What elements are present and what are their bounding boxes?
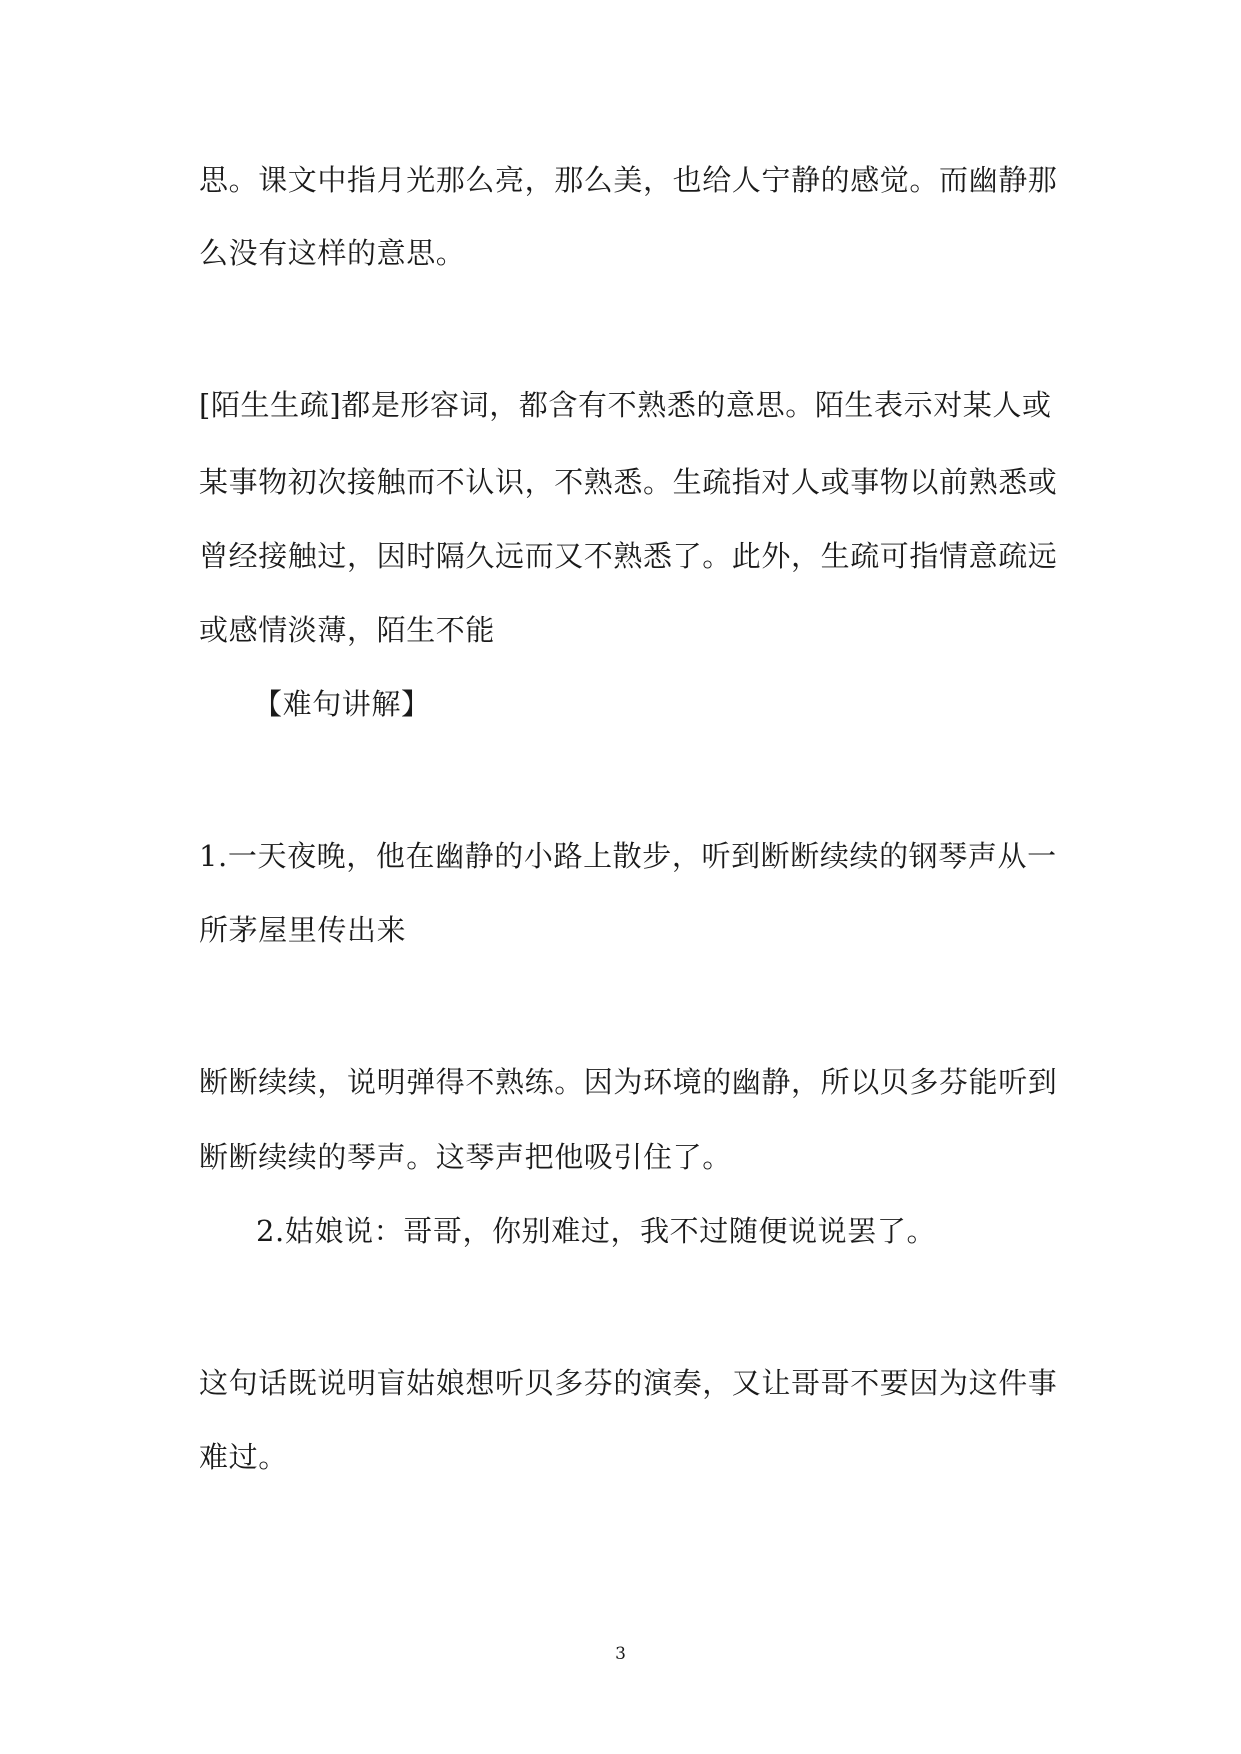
page-number: 3 [615, 1644, 626, 1664]
section-heading: 【难句讲解】 [253, 687, 431, 721]
paragraph-line: 某事物初次接触而不认识，不熟悉。生疏指对人或事物以前熟悉或 [199, 465, 1058, 499]
paragraph-line: [陌生生疏]都是形容词，都含有不熟悉的意思。陌生表示对某人或 [199, 388, 1052, 422]
explanation-line: 这句话既说明盲姑娘想听贝多芬的演奏，又让哥哥不要因为这件事 [199, 1366, 1058, 1400]
explanation-line: 难过。 [199, 1440, 288, 1474]
paragraph-line: 曾经接触过，因时隔久远而又不熟悉了。此外，生疏可指情意疏远 [199, 539, 1058, 573]
sentence-item: 1.一天夜晚，他在幽静的小路上散步，听到断断续续的钢琴声从一 [199, 839, 1057, 873]
sentence-item: 2.姑娘说：哥哥，你别难过，我不过随便说说罢了。 [256, 1214, 937, 1248]
paragraph-line: 思。课文中指月光那么亮，那么美，也给人宁静的感觉。而幽静那 [199, 163, 1058, 197]
sentence-item: 所茅屋里传出来 [199, 913, 407, 947]
paragraph-line: 或感情淡薄，陌生不能 [199, 613, 496, 647]
explanation-line: 断断续续的琴声。这琴声把他吸引住了。 [199, 1140, 732, 1174]
paragraph-line: 么没有这样的意思。 [199, 236, 466, 270]
explanation-line: 断断续续，说明弹得不熟练。因为环境的幽静，所以贝多芬能听到 [199, 1065, 1058, 1099]
